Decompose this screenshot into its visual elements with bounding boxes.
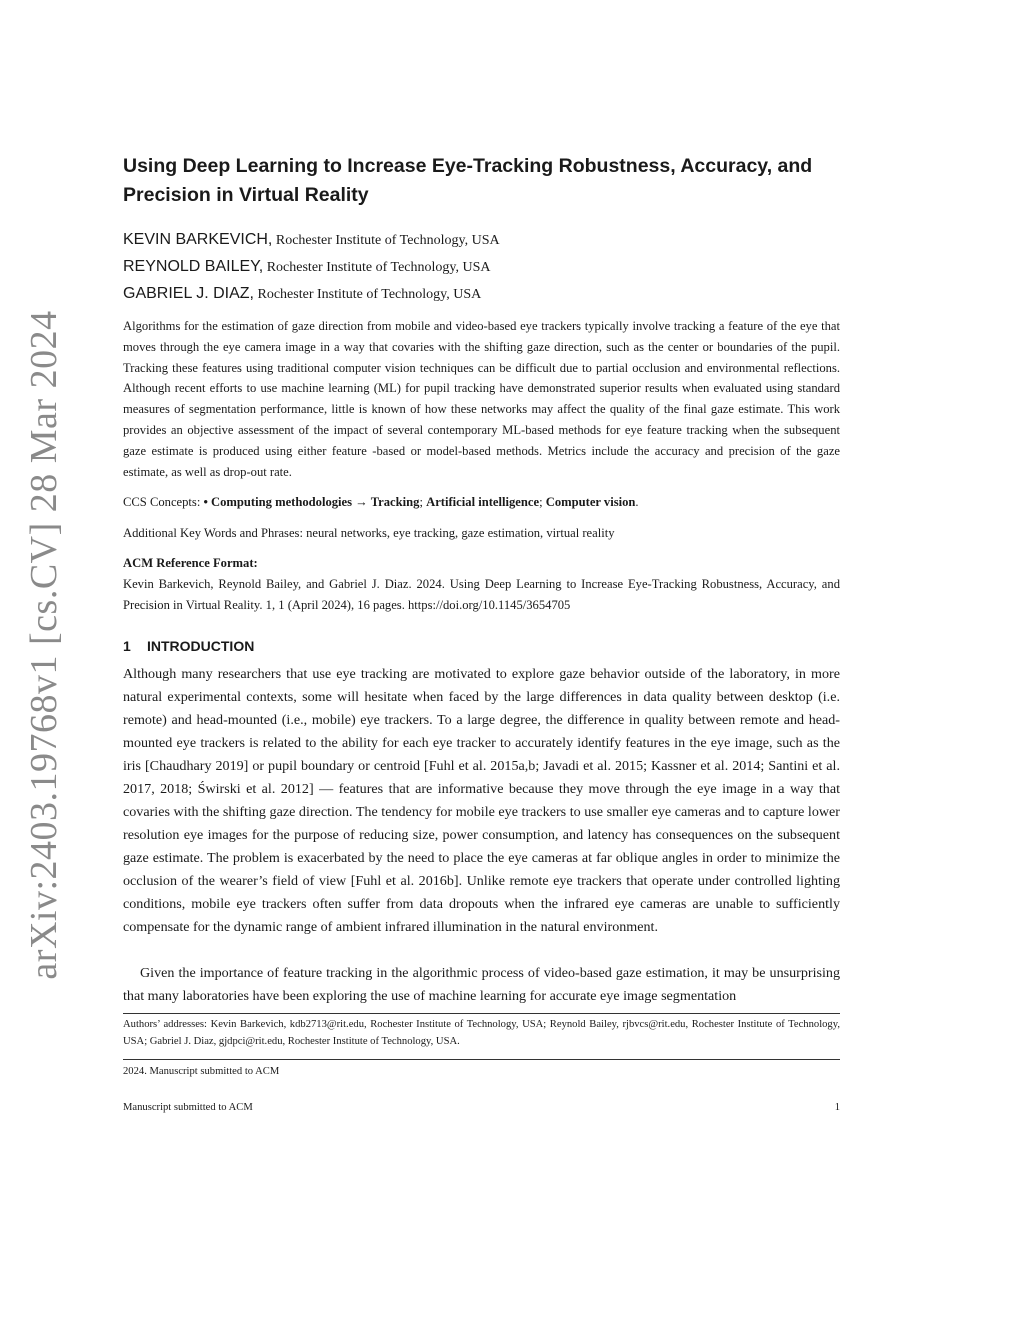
author-entry	[123, 280, 840, 307]
ccs-item-computer-vision: Computer vision	[545, 495, 636, 509]
section-title: INTRODUCTION	[147, 638, 255, 654]
ccs-label: CCS Concepts:	[123, 495, 204, 509]
footer-journal: Manuscript submitted to ACM	[123, 1102, 253, 1113]
intro-paragraph: Given the importance of feature tracking in the algorithmic process of video-based gaze estimation, it may be unsurprising that many laboratories have been exploring the use of machine learning for accurate eye image segmentation	[123, 965, 840, 1004]
manuscript-note: 2024. Manuscript submitted to ACM	[123, 1066, 280, 1077]
footnote-rule	[123, 1013, 840, 1014]
keywords: Additional Key Words and Phrases: neural networks, eye tracking, gaze estimation, virtual reality	[123, 526, 615, 540]
abstract: Algorithms for the estimation of gaze direction from mobile and video-based eye trackers typically involve tracking a feature of the eye that moves through the eye camera image in a way that covaries with the shifting gaze direction, such as the center or boundaries of the pupil. Tracking these features using traditional computer vision techniques can be difficult due to partial occlusion and environmental reflections. Although recent efforts to use machine learning (ML) for pupil tracking have demonstrated superior results when evaluated using standard measures of segmentation performance, little is known of how these networks may affect the quality of the final gaze estimate. This work provides an objective assessment of the impact of several contemporary ML-based methods for eye feature tracking when the subsequent gaze estimate is produced using either feature -based or model-based methods. Metrics include the accuracy and precision of the gaze estimate, as well as drop-out rate.	[123, 319, 840, 479]
author-name: GABRIEL J. DIAZ,	[123, 285, 254, 302]
author-list	[123, 226, 840, 307]
ccs-item-tracking: • Computing methodologies → Tracking	[203, 495, 420, 509]
ccs-end: .	[635, 495, 639, 509]
author-name: KEVIN BARKEVICH,	[123, 231, 273, 248]
manuscript-rule	[123, 1059, 840, 1060]
acm-reference-heading: ACM Reference Format:	[123, 556, 258, 570]
author-entry	[123, 226, 840, 253]
ccs-concepts	[123, 492, 840, 512]
paper-title: Using Deep Learning to Increase Eye-Tracking Robustness, Accuracy, and Precision in Virtual Reality	[123, 155, 813, 206]
author-affiliation: Rochester Institute of Technology, USA	[254, 287, 482, 302]
ccs-separator: ;	[539, 495, 546, 509]
section-heading	[123, 635, 254, 657]
author-addresses-footnote: Authors’ addresses: Kevin Barkevich, kdb2713@rit.edu, Rochester Institute of Technology, USA; Reynold Bailey, rjbvcs@rit.edu, Rochester Institute of Technology, USA; Gabriel J. Diaz, gjdpci@rit.edu, Rochester Institute of Technology, USA.	[123, 1019, 840, 1047]
author-affiliation: Rochester Institute of Technology, USA	[272, 233, 500, 248]
author-affiliation: Rochester Institute of Technology, USA	[263, 260, 491, 275]
author-name: REYNOLD BAILEY,	[123, 258, 264, 275]
section-number: 1	[123, 638, 131, 654]
page-number: 1	[834, 1102, 840, 1113]
intro-paragraph: Although many researchers that use eye tracking are motivated to explore gaze behavior outside of the laboratory, in more natural experimental contexts, some will hesitate when faced by the large differences in data quality between desktop (i.e. remote) and head-mounted (i.e., mobile) eye trackers. To a large degree, the difference in quality between remote and head-mounted eye trackers is related to the ability for each eye tracker to accurately identify features in the eye image, such as the iris [Chaudhary 2019] or pupil boundary or centroid [Fuhl et al. 2015a,b; Javadi et al. 2015; Kassner et al. 2014; Santini et al. 2017, 2018; Świrski et al. 2012] — features that are informative because they move through the eye image in a way that covaries with the shifting gaze direction. The tendency for mobile eye trackers to use smaller eye cameras and to capture lower resolution eye images for the purpose of reducing size, power consumption, and latency has consequences on the subsequent gaze estimate. The problem is exacerbated by the need to place the eye cameras at far oblique angles in order to minimize the occlusion of the wearer’s field of view [Fuhl et al. 2016b]. Unlike remote eye trackers that operate under controlled lighting conditions, mobile eye trackers often suffer from data dropouts when the infrared eye cameras are unable to sufficiently compensate for the dynamic range of ambient infrared illumination in the natural environment.	[123, 666, 840, 935]
arxiv-identifier: arXiv:2403.19768v1 [cs.CV] 28 Mar 2024	[23, 310, 65, 980]
ccs-item-ai: Artificial intelligence	[426, 495, 540, 509]
ccs-separator: ;	[419, 495, 427, 509]
acm-reference-text: Kevin Barkevich, Reynold Bailey, and Gabriel J. Diaz. 2024. Using Deep Learning to Increase Eye-Tracking Robustness, Accuracy, and Precision in Virtual Reality. 1, 1 (April 2024), 16 pages. https://doi.org/10.1145/3654705	[123, 577, 840, 612]
author-entry	[123, 253, 840, 280]
